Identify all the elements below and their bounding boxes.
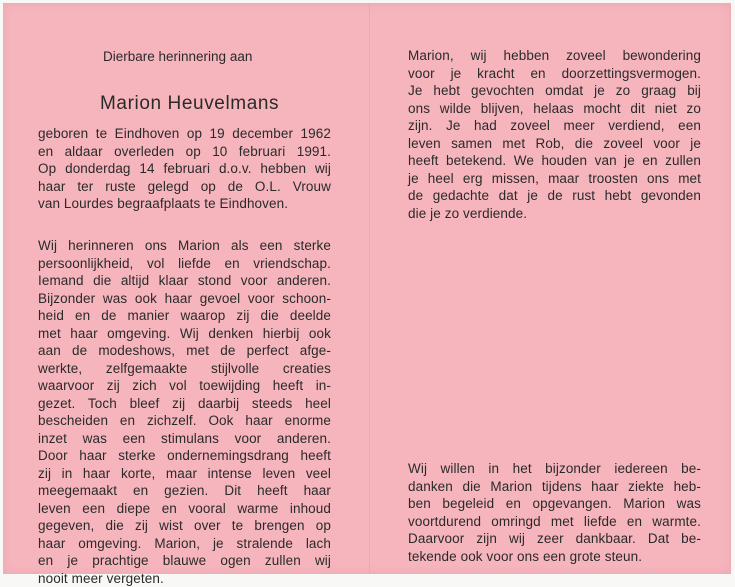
card-fold-line <box>369 3 370 574</box>
text-line: Daarvoor zijn wij zeer dankbaar. Dat be- <box>408 530 701 548</box>
text-line: je heel erg missen, maar troosten ons met <box>408 170 701 188</box>
text-line: heeft betekend. We houden van je en zullen <box>408 152 701 170</box>
text-line: Wij willen in het bijzonder iedereen be- <box>408 460 701 478</box>
text-line: en aldaar overleden op 10 februari 1991. <box>38 143 331 161</box>
remembrance-paragraph <box>38 237 331 587</box>
text-line: inzet was een stimulans voor anderen. <box>38 430 331 448</box>
card-heading: Dierbare herinnering aan <box>103 49 252 64</box>
thanks-paragraph <box>408 460 701 565</box>
text-line: gegeven, die zij wist over te brengen op <box>38 517 331 535</box>
text-line: zijn. Je had zoveel meer verdiend, een <box>408 117 701 135</box>
text-line: Iemand die altijd klaar stond voor anderen. <box>38 272 331 290</box>
text-line: Op donderdag 14 februari d.o.v. hebben wij <box>38 160 331 178</box>
text-line: bescheiden en zichzelf. Ook haar enorme <box>38 412 331 430</box>
memorial-card <box>3 3 731 574</box>
text-line: ons wilde blijven, helaas mocht dit niet zo <box>408 100 701 118</box>
text-line: gezet. Toch bleef zij daarbij steeds heel <box>38 395 331 413</box>
text-line: en je prachtige blauwe ogen zullen wij <box>38 552 331 570</box>
text-line: geboren te Eindhoven op 19 december 1962 <box>38 125 331 143</box>
text-line: zij in haar korte, maar intense leven veel <box>38 465 331 483</box>
text-line: voortdurend omringd met liefde en warmte. <box>408 513 701 531</box>
text-line: persoonlijkheid, vol liefde en vriendschap. <box>38 255 331 273</box>
text-line: van Lourdes begraafplaats te Eindhoven. <box>38 195 331 213</box>
text-line: haar ter ruste gelegd op de O.L. Vrouw <box>38 178 331 196</box>
text-line: leven samen met Rob, die zoveel voor je <box>408 135 701 153</box>
text-line: danken die Marion tijdens haar ziekte heb- <box>408 478 701 496</box>
text-line: meegemaakt en gezien. Dit heeft haar <box>38 482 331 500</box>
text-line: nooit meer vergeten. <box>38 570 331 587</box>
deceased-name: Marion Heuvelmans <box>100 93 279 115</box>
text-line: met haar omgeving. Wij denken hierbij ook <box>38 325 331 343</box>
text-line: die je zo verdiende. <box>408 205 701 223</box>
text-line: Bijzonder was ook haar gevoel voor schoon- <box>38 290 331 308</box>
birth-death-paragraph <box>38 125 331 213</box>
admiration-paragraph <box>408 47 701 222</box>
text-line: haar omgeving. Marion, je stralende lach <box>38 535 331 553</box>
text-line: tekende ook voor ons een grote steun. <box>408 548 701 566</box>
text-line: werkte, zelfgemaakte stijlvolle creaties <box>38 360 331 378</box>
text-line: ben begeleid en opgevangen. Marion was <box>408 495 701 513</box>
text-line: Door haar sterke ondernemingsdrang heeft <box>38 447 331 465</box>
text-line: leven een diepe en vooral warme inhoud <box>38 500 331 518</box>
text-line: de gedachte dat je de rust hebt gevonden <box>408 187 701 205</box>
text-line: Wij herinneren ons Marion als een sterke <box>38 237 331 255</box>
text-line: heid en de manier waarop zij die deelde <box>38 307 331 325</box>
text-line: aan de modeshows, met de perfect afge- <box>38 342 331 360</box>
text-line: voor je kracht en doorzettingsvermogen. <box>408 65 701 83</box>
text-line: Je hebt gevochten omdat je zo graag bij <box>408 82 701 100</box>
text-line: waarvoor zij zich vol toewijding heeft in- <box>38 377 331 395</box>
text-line: Marion, wij hebben zoveel bewondering <box>408 47 701 65</box>
